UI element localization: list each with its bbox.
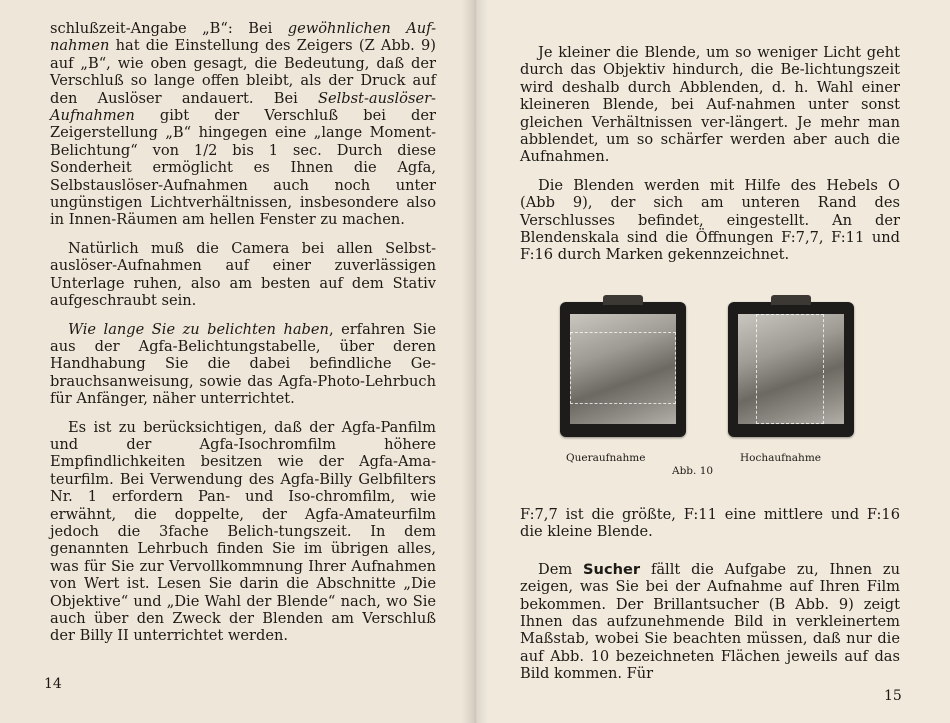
left-page xyxy=(0,0,474,723)
right-page-text-bottom xyxy=(520,506,900,694)
body-text: gibt der Verschluß bei der Zeigerstellung „B“ hingegen eine „lange Moment-Belichtung“ von 1/2 bis 1 sec. Durch diese Sonderheit ermöglicht es Ihnen die Agfa, Selbstauslöser-Aufnahmen auch noch unter ungünstigen Lichtverhältnissen, insbesondere also in Innen-Räumen am hellen Fenster zu machen. xyxy=(50,107,436,229)
paragraph-blendengroesse: F:7,7 ist die größte, F:11 eine mittlere und F:16 die kleine Blende. xyxy=(520,506,900,541)
emphasis-text: Selbst-auslöser-Aufnahmen xyxy=(50,89,436,125)
paragraph-blende: Je kleiner die Blende, um so weniger Licht geht durch das Objektiv hindurch, die Be-lichtungszeit wird deshalb durch Abblenden, d. h. Wahl einer kleineren Blende, bei Auf-nahmen unter sonst gleichen Verhältnissen ver-längert. Je mehr man abblendet, um so schärfer werden aber auch die Aufnahmen. xyxy=(520,44,900,166)
emphasis-text: gewöhnlichen Auf-nahmen xyxy=(50,20,436,55)
page-number-right: 15 xyxy=(884,688,902,704)
body-text: Natürlich muß die Camera bei allen Selbst-auslöser-Aufnahmen auf einer zuverlässigen Unterlage ruhen, also am besten auf dem Stativ aufgeschraubt sein. xyxy=(50,239,436,310)
paragraph-left-3 xyxy=(50,321,436,408)
body-text: , erfahren Sie aus der Agfa-Belichtungstabelle, über deren Handhabung Sie die dabei befindliche Ge-brauchsanweisung, sowie das Agfa-Photo-Lehrbuch für Anfänger, näher unterrichtet. xyxy=(50,320,436,408)
body-text: schlußzeit-Angabe „B“: Bei xyxy=(50,20,288,37)
paragraph-sucher xyxy=(520,561,900,683)
book-gutter xyxy=(462,0,488,723)
right-page-text-top xyxy=(520,44,900,275)
viewfinder-portrait-image xyxy=(728,302,854,437)
left-page-text xyxy=(50,20,436,656)
body-text: Es ist zu berücksichtigen, daß der Agfa-Panfilm und der Agfa-Isochromfilm höhere Empfindlichkeiten besitzen wie der Agfa-Ama-teurfilm. Bei Verwendung des Agfa-Billy Gelbfilters Nr. 1 erfordern Pan- und Iso-chromfilm, wie erwähnt, die doppelte, der Agfa-Amateurfilm jedoch die 3fache Belich-tungszeit. In dem genannten Lehrbuch finden Sie im übrigen alles, was für Sie zur Vervollkommnung Ihrer Aufnahmen von Wert ist. Lesen Sie darin die Abschnitte „Die Objektive“ und „Die Wahl der Blende“ nach, wo Sie auch über den Zweck der Blenden am Verschluß der Billy II unterrichtet werden. xyxy=(50,418,436,645)
caption-hochaufnahme: Hochaufnahme xyxy=(740,452,821,464)
paragraph-left-2 xyxy=(50,240,436,310)
caption-queraufnahme: Queraufnahme xyxy=(566,452,646,464)
sucher-term: Sucher xyxy=(583,560,641,578)
right-page xyxy=(474,0,950,723)
sucher-text: fällt die Aufgabe zu, Ihnen zu zeigen, was Sie bei der Aufnahme auf Ihren Film bekommen. Der Brillantsucher (B Abb. 9) zeigt Ihnen das aufzunehmende Bild in verkleinertem Maßstab, wobei Sie beachten müssen, daß nur die auf Abb. 10 bezeichneten Flächen jeweils auf das Bild kommen. Für xyxy=(520,560,900,683)
viewfinder-landscape-image xyxy=(560,302,686,437)
body-text: hat die Einstellung des Zeigers (Z Abb. 9) auf „B“, wie oben gesagt, die Bedeutung, daß der Verschluß so lange offen bleibt, als der Druck auf den Auslöser andauert. Bei xyxy=(50,37,436,107)
sucher-prefix: Dem xyxy=(538,560,584,578)
paragraph-left-4 xyxy=(50,419,436,645)
figure-label: Abb. 10 xyxy=(672,465,714,477)
page-number-left: 14 xyxy=(44,676,62,692)
paragraph-left-1 xyxy=(50,20,436,229)
paragraph-hebel: Die Blenden werden mit Hilfe des Hebels O (Abb 9), der sich am unteren Rand des Verschlusses befindet, eingestellt. An der Blendenskala sind die Öffnungen F:7,7, F:11 und F:16 durch Marken gekennzeichnet. xyxy=(520,176,900,264)
emphasis-text: Wie lange Sie zu belichten haben xyxy=(68,320,329,338)
figure-abb-10 xyxy=(560,292,860,477)
